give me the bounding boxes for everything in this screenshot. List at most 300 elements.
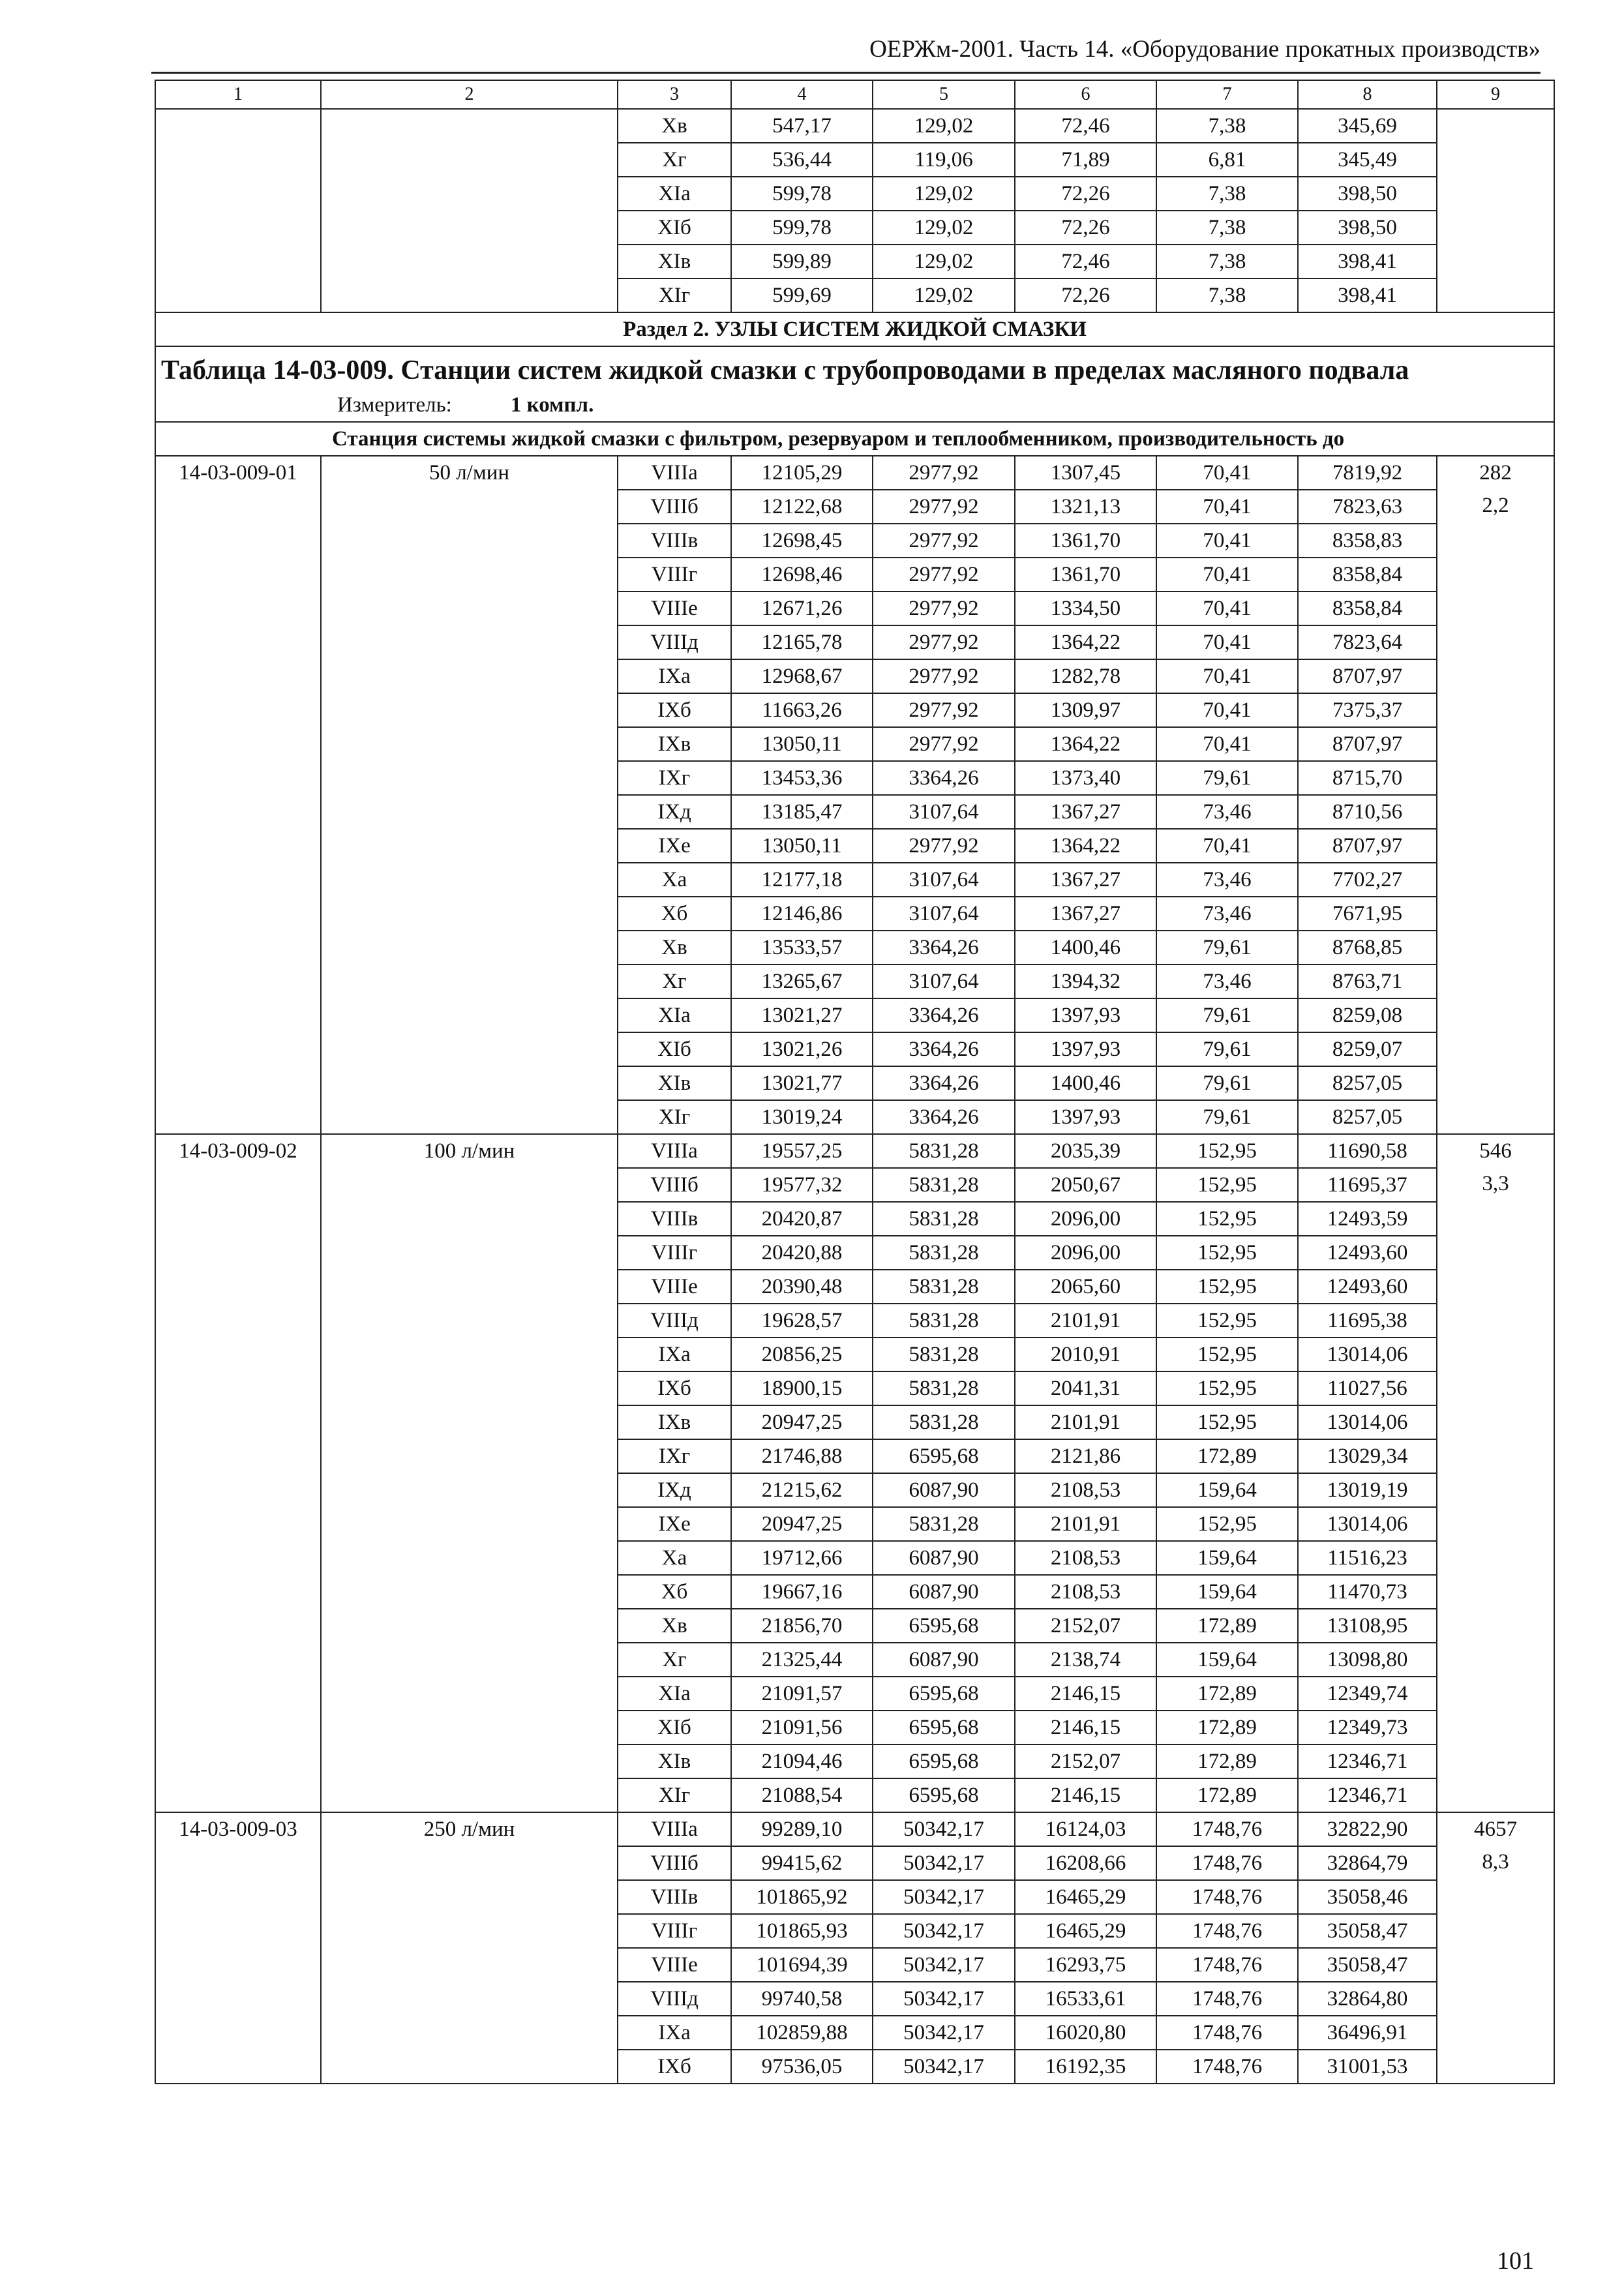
variant-cell: VIIIа (618, 456, 731, 490)
machines-cell: 1373,40 (1015, 761, 1156, 795)
total-cost-cell: 599,69 (731, 278, 873, 312)
machinist-wages-cell: 152,95 (1156, 1405, 1298, 1439)
materials-cell: 12493,60 (1298, 1270, 1437, 1304)
variant-cell: IXв (618, 727, 731, 761)
variant-cell: XIв (618, 1066, 731, 1100)
machinist-wages-cell: 70,41 (1156, 625, 1298, 659)
total-cost-cell: 21215,62 (731, 1473, 873, 1507)
machinist-wages-cell: 79,61 (1156, 931, 1298, 965)
variant-cell: Xб (618, 1575, 731, 1609)
wages-cell: 2977,92 (873, 693, 1015, 727)
variant-cell: VIIIг (618, 1236, 731, 1270)
machines-cell: 16533,61 (1015, 1982, 1156, 2016)
labor-value: 4657 (1474, 1818, 1517, 1841)
variant-cell: Xг (618, 143, 731, 177)
total-cost-cell: 19577,32 (731, 1168, 873, 1202)
table-row (155, 1134, 1554, 1168)
wages-cell: 3364,26 (873, 1032, 1015, 1066)
materials-cell: 35058,47 (1298, 1914, 1437, 1948)
materials-cell: 11470,73 (1298, 1575, 1437, 1609)
materials-cell: 32864,79 (1298, 1846, 1437, 1880)
materials-cell: 12349,74 (1298, 1677, 1437, 1711)
materials-cell: 8710,56 (1298, 795, 1437, 829)
machines-cell: 2108,53 (1015, 1575, 1156, 1609)
total-cost-cell: 21094,46 (731, 1744, 873, 1778)
wages-cell: 2977,92 (873, 524, 1015, 558)
machinist-wages-cell: 152,95 (1156, 1134, 1298, 1168)
section-row (155, 312, 1554, 346)
materials-cell: 13098,80 (1298, 1643, 1437, 1677)
materials-cell: 8707,97 (1298, 829, 1437, 863)
wages-cell: 5831,28 (873, 1202, 1015, 1236)
wages-cell: 3107,64 (873, 897, 1015, 931)
machines-cell: 2121,86 (1015, 1439, 1156, 1473)
machines-cell: 1282,78 (1015, 659, 1156, 693)
materials-cell: 11516,23 (1298, 1541, 1437, 1575)
machinist-wages-cell: 152,95 (1156, 1304, 1298, 1338)
variant-cell: VIIIб (618, 1846, 731, 1880)
materials-cell: 8257,05 (1298, 1100, 1437, 1134)
wages-cell: 2977,92 (873, 659, 1015, 693)
item-code: 14-03-009-03 (155, 1812, 321, 2084)
machinist-wages-cell: 152,95 (1156, 1236, 1298, 1270)
labor-value: 282 (1479, 461, 1512, 485)
wages-cell: 50342,17 (873, 2050, 1015, 2084)
total-cost-cell: 547,17 (731, 109, 873, 143)
total-cost-cell: 21856,70 (731, 1609, 873, 1643)
variant-cell: VIIIд (618, 1982, 731, 2016)
variant-cell: XIв (618, 1744, 731, 1778)
materials-cell: 398,41 (1298, 278, 1437, 312)
table-row (155, 1812, 1554, 1846)
materials-cell: 8257,05 (1298, 1066, 1437, 1100)
wages-cell: 2977,92 (873, 829, 1015, 863)
machines-cell: 2108,53 (1015, 1473, 1156, 1507)
materials-cell: 7823,64 (1298, 625, 1437, 659)
machines-cell: 2138,74 (1015, 1643, 1156, 1677)
machinist-wages-cell: 152,95 (1156, 1371, 1298, 1405)
machinist-labor-value: 3,3 (1482, 1172, 1509, 1195)
materials-cell: 13014,06 (1298, 1507, 1437, 1541)
machines-cell: 16192,35 (1015, 2050, 1156, 2084)
machinist-wages-cell: 1748,76 (1156, 1846, 1298, 1880)
machines-cell: 2152,07 (1015, 1744, 1156, 1778)
wages-cell: 6087,90 (873, 1643, 1015, 1677)
variant-cell: XIг (618, 1100, 731, 1134)
variant-cell: VIIIв (618, 524, 731, 558)
wages-cell: 2977,92 (873, 456, 1015, 490)
machines-cell: 1394,32 (1015, 965, 1156, 998)
wages-cell: 3364,26 (873, 998, 1015, 1032)
materials-cell: 32864,80 (1298, 1982, 1437, 2016)
materials-cell: 11027,56 (1298, 1371, 1437, 1405)
header-rule (151, 72, 1541, 74)
machinist-wages-cell: 70,41 (1156, 829, 1298, 863)
machines-cell: 72,26 (1015, 211, 1156, 245)
materials-cell: 8715,70 (1298, 761, 1437, 795)
estimate-table (155, 80, 1555, 2084)
machinist-wages-cell: 159,64 (1156, 1575, 1298, 1609)
total-cost-cell: 19667,16 (731, 1575, 873, 1609)
variant-cell: VIIIе (618, 1270, 731, 1304)
machines-cell: 71,89 (1015, 143, 1156, 177)
materials-cell: 36496,91 (1298, 2016, 1437, 2050)
resource-cell (1437, 1812, 1554, 2084)
item-code: 14-03-009-01 (155, 456, 321, 1134)
total-cost-cell: 20947,25 (731, 1405, 873, 1439)
resource-cell (1437, 456, 1554, 1134)
machines-cell: 1307,45 (1015, 456, 1156, 490)
wages-cell: 2977,92 (873, 558, 1015, 591)
machinist-wages-cell: 172,89 (1156, 1711, 1298, 1744)
machines-cell: 1400,46 (1015, 1066, 1156, 1100)
wages-cell: 50342,17 (873, 1914, 1015, 1948)
materials-cell: 8259,08 (1298, 998, 1437, 1032)
variant-cell: VIIIв (618, 1880, 731, 1914)
variant-cell: IXг (618, 761, 731, 795)
machines-cell: 1364,22 (1015, 625, 1156, 659)
machinist-wages-cell: 70,41 (1156, 524, 1298, 558)
total-cost-cell: 12698,45 (731, 524, 873, 558)
machines-cell: 1397,93 (1015, 1032, 1156, 1066)
machines-cell: 1364,22 (1015, 727, 1156, 761)
labor-value: 546 (1479, 1139, 1512, 1163)
machines-cell: 2096,00 (1015, 1236, 1156, 1270)
machinist-wages-cell: 172,89 (1156, 1439, 1298, 1473)
table-title-cell (155, 346, 1554, 422)
column-number: 2 (321, 80, 618, 109)
total-cost-cell: 13453,36 (731, 761, 873, 795)
variant-cell: Xб (618, 897, 731, 931)
machinist-wages-cell: 79,61 (1156, 761, 1298, 795)
column-number: 1 (155, 80, 321, 109)
materials-cell: 13029,34 (1298, 1439, 1437, 1473)
materials-cell: 8707,97 (1298, 727, 1437, 761)
page-number: 101 (1497, 2247, 1534, 2275)
total-cost-cell: 13050,11 (731, 829, 873, 863)
wages-cell: 2977,92 (873, 727, 1015, 761)
machinist-wages-cell: 7,38 (1156, 211, 1298, 245)
wages-cell: 5831,28 (873, 1405, 1015, 1439)
machinist-wages-cell: 159,64 (1156, 1541, 1298, 1575)
machinist-wages-cell: 172,89 (1156, 1744, 1298, 1778)
total-cost-cell: 599,78 (731, 211, 873, 245)
total-cost-cell: 12698,46 (731, 558, 873, 591)
variant-cell: XIг (618, 278, 731, 312)
total-cost-cell: 101694,39 (731, 1948, 873, 1982)
variant-cell: Xв (618, 109, 731, 143)
machines-cell: 2050,67 (1015, 1168, 1156, 1202)
total-cost-cell: 13185,47 (731, 795, 873, 829)
column-number: 7 (1156, 80, 1298, 109)
total-cost-cell: 12165,78 (731, 625, 873, 659)
machinist-wages-cell: 159,64 (1156, 1473, 1298, 1507)
machinist-wages-cell: 70,41 (1156, 591, 1298, 625)
machines-cell: 1367,27 (1015, 863, 1156, 897)
machinist-wages-cell: 70,41 (1156, 727, 1298, 761)
total-cost-cell: 12105,29 (731, 456, 873, 490)
variant-cell: IXа (618, 1338, 731, 1371)
variant-cell: XIв (618, 245, 731, 278)
measure-line (161, 389, 1548, 421)
wages-cell: 50342,17 (873, 1880, 1015, 1914)
machines-cell: 72,26 (1015, 278, 1156, 312)
machines-cell: 2041,31 (1015, 1371, 1156, 1405)
wages-cell: 129,02 (873, 109, 1015, 143)
total-cost-cell: 12671,26 (731, 591, 873, 625)
wages-cell: 6595,68 (873, 1711, 1015, 1744)
materials-cell: 7375,37 (1298, 693, 1437, 727)
materials-cell: 345,49 (1298, 143, 1437, 177)
machinist-wages-cell: 70,41 (1156, 659, 1298, 693)
machinist-wages-cell: 79,61 (1156, 1066, 1298, 1100)
machinist-wages-cell: 73,46 (1156, 897, 1298, 931)
total-cost-cell: 13265,67 (731, 965, 873, 998)
wages-cell: 129,02 (873, 211, 1015, 245)
wages-cell: 6595,68 (873, 1744, 1015, 1778)
variant-cell: VIIIа (618, 1134, 731, 1168)
wages-cell: 5831,28 (873, 1236, 1015, 1270)
machinist-wages-cell: 79,61 (1156, 998, 1298, 1032)
variant-cell: IXд (618, 1473, 731, 1507)
materials-cell: 32822,90 (1298, 1812, 1437, 1846)
variant-cell: VIIIв (618, 1202, 731, 1236)
variant-cell: Xа (618, 1541, 731, 1575)
machines-cell: 1361,70 (1015, 558, 1156, 591)
machinist-wages-cell: 152,95 (1156, 1338, 1298, 1371)
materials-cell: 12493,60 (1298, 1236, 1437, 1270)
machinist-wages-cell: 79,61 (1156, 1100, 1298, 1134)
total-cost-cell: 12122,68 (731, 490, 873, 524)
machinist-wages-cell: 152,95 (1156, 1507, 1298, 1541)
total-cost-cell: 102859,88 (731, 2016, 873, 2050)
variant-cell: VIIIд (618, 625, 731, 659)
wages-cell: 50342,17 (873, 1948, 1015, 1982)
column-number: 3 (618, 80, 731, 109)
total-cost-cell: 21746,88 (731, 1439, 873, 1473)
total-cost-cell: 19712,66 (731, 1541, 873, 1575)
variant-cell: Xв (618, 1609, 731, 1643)
variant-cell: IXб (618, 1371, 731, 1405)
wages-cell: 3364,26 (873, 1100, 1015, 1134)
machinist-wages-cell: 73,46 (1156, 795, 1298, 829)
wages-cell: 6595,68 (873, 1778, 1015, 1812)
machinist-wages-cell: 7,38 (1156, 177, 1298, 211)
machines-cell: 2035,39 (1015, 1134, 1156, 1168)
materials-cell: 8358,84 (1298, 591, 1437, 625)
column-number: 5 (873, 80, 1015, 109)
machinist-wages-cell: 7,38 (1156, 109, 1298, 143)
name-cell (321, 109, 618, 312)
wages-cell: 5831,28 (873, 1168, 1015, 1202)
variant-cell: IXе (618, 1507, 731, 1541)
variant-cell: VIIIг (618, 558, 731, 591)
materials-cell: 11690,58 (1298, 1134, 1437, 1168)
variant-cell: Xв (618, 931, 731, 965)
wages-cell: 50342,17 (873, 1982, 1015, 2016)
wages-cell: 5831,28 (873, 1134, 1015, 1168)
machines-cell: 2152,07 (1015, 1609, 1156, 1643)
total-cost-cell: 13021,26 (731, 1032, 873, 1066)
machines-cell: 2065,60 (1015, 1270, 1156, 1304)
machinist-wages-cell: 1748,76 (1156, 1914, 1298, 1948)
variant-cell: XIа (618, 1677, 731, 1711)
machinist-wages-cell: 70,41 (1156, 456, 1298, 490)
wages-cell: 3364,26 (873, 1066, 1015, 1100)
machinist-wages-cell: 70,41 (1156, 558, 1298, 591)
wages-cell: 129,02 (873, 278, 1015, 312)
machines-cell: 2146,15 (1015, 1778, 1156, 1812)
machinist-wages-cell: 1748,76 (1156, 1812, 1298, 1846)
materials-cell: 11695,37 (1298, 1168, 1437, 1202)
variant-cell: VIIIг (618, 1914, 731, 1948)
machines-cell: 2096,00 (1015, 1202, 1156, 1236)
machinist-wages-cell: 7,38 (1156, 245, 1298, 278)
variant-cell: XIа (618, 998, 731, 1032)
wages-cell: 5831,28 (873, 1507, 1015, 1541)
total-cost-cell: 20947,25 (731, 1507, 873, 1541)
variant-cell: IXб (618, 2050, 731, 2084)
machines-cell: 2146,15 (1015, 1677, 1156, 1711)
total-cost-cell: 536,44 (731, 143, 873, 177)
machinist-labor-value: 2,2 (1482, 494, 1509, 517)
materials-cell: 398,50 (1298, 177, 1437, 211)
group-heading-row (155, 422, 1554, 456)
variant-cell: IXг (618, 1439, 731, 1473)
machines-cell: 1361,70 (1015, 524, 1156, 558)
column-number: 9 (1437, 80, 1554, 109)
wages-cell: 6595,68 (873, 1439, 1015, 1473)
table-row (155, 109, 1554, 143)
machinist-wages-cell: 73,46 (1156, 965, 1298, 998)
machines-cell: 2010,91 (1015, 1338, 1156, 1371)
total-cost-cell: 99740,58 (731, 1982, 873, 2016)
materials-cell: 35058,46 (1298, 1880, 1437, 1914)
measure-unit: 1 компл. (510, 393, 594, 417)
total-cost-cell: 99415,62 (731, 1846, 873, 1880)
machines-cell: 16465,29 (1015, 1880, 1156, 1914)
variant-cell: IXв (618, 1405, 731, 1439)
total-cost-cell: 21088,54 (731, 1778, 873, 1812)
machinist-wages-cell: 172,89 (1156, 1609, 1298, 1643)
variant-cell: VIIIб (618, 490, 731, 524)
wages-cell: 3107,64 (873, 795, 1015, 829)
wages-cell: 3364,26 (873, 931, 1015, 965)
variant-cell: VIIIб (618, 1168, 731, 1202)
materials-cell: 13108,95 (1298, 1609, 1437, 1643)
machinist-wages-cell: 1748,76 (1156, 1982, 1298, 2016)
variant-cell: IXа (618, 2016, 731, 2050)
table-row (155, 456, 1554, 490)
total-cost-cell: 13533,57 (731, 931, 873, 965)
total-cost-cell: 13021,77 (731, 1066, 873, 1100)
total-cost-cell: 12968,67 (731, 659, 873, 693)
total-cost-cell: 599,78 (731, 177, 873, 211)
machines-cell: 72,46 (1015, 109, 1156, 143)
machinist-wages-cell: 73,46 (1156, 863, 1298, 897)
total-cost-cell: 13019,24 (731, 1100, 873, 1134)
materials-cell: 7702,27 (1298, 863, 1437, 897)
machines-cell: 1397,93 (1015, 1100, 1156, 1134)
wages-cell: 119,06 (873, 143, 1015, 177)
column-number-row (155, 80, 1554, 109)
materials-cell: 13019,19 (1298, 1473, 1437, 1507)
wages-cell: 6087,90 (873, 1541, 1015, 1575)
resource-cell (1437, 1134, 1554, 1812)
total-cost-cell: 20390,48 (731, 1270, 873, 1304)
machines-cell: 72,46 (1015, 245, 1156, 278)
materials-cell: 8768,85 (1298, 931, 1437, 965)
materials-cell: 11695,38 (1298, 1304, 1437, 1338)
materials-cell: 31001,53 (1298, 2050, 1437, 2084)
machines-cell: 16124,03 (1015, 1812, 1156, 1846)
total-cost-cell: 21325,44 (731, 1643, 873, 1677)
total-cost-cell: 12177,18 (731, 863, 873, 897)
machinist-wages-cell: 159,64 (1156, 1643, 1298, 1677)
variant-cell: VIIIе (618, 1948, 731, 1982)
machines-cell: 1367,27 (1015, 897, 1156, 931)
section-title: Раздел 2. УЗЛЫ СИСТЕМ ЖИДКОЙ СМАЗКИ (155, 312, 1554, 346)
wages-cell: 6087,90 (873, 1575, 1015, 1609)
variant-cell: Xг (618, 965, 731, 998)
wages-cell: 50342,17 (873, 1846, 1015, 1880)
machinist-wages-cell: 152,95 (1156, 1202, 1298, 1236)
variant-cell: XIа (618, 177, 731, 211)
machinist-wages-cell: 1748,76 (1156, 1880, 1298, 1914)
materials-cell: 8259,07 (1298, 1032, 1437, 1066)
total-cost-cell: 21091,57 (731, 1677, 873, 1711)
materials-cell: 12346,71 (1298, 1778, 1437, 1812)
machines-cell: 16293,75 (1015, 1948, 1156, 1982)
machines-cell: 2146,15 (1015, 1711, 1156, 1744)
materials-cell: 7819,92 (1298, 456, 1437, 490)
materials-cell: 8707,97 (1298, 659, 1437, 693)
column-number: 4 (731, 80, 873, 109)
total-cost-cell: 101865,93 (731, 1914, 873, 1948)
wages-cell: 6595,68 (873, 1609, 1015, 1643)
total-cost-cell: 97536,05 (731, 2050, 873, 2084)
machinist-wages-cell: 6,81 (1156, 143, 1298, 177)
variant-cell: XIг (618, 1778, 731, 1812)
resource-cell (1437, 109, 1554, 312)
total-cost-cell: 99289,10 (731, 1812, 873, 1846)
machinist-wages-cell: 1748,76 (1156, 2050, 1298, 2084)
machinist-wages-cell: 172,89 (1156, 1677, 1298, 1711)
machines-cell: 1321,13 (1015, 490, 1156, 524)
machinist-wages-cell: 7,38 (1156, 278, 1298, 312)
total-cost-cell: 19557,25 (731, 1134, 873, 1168)
running-title: ОЕРЖм-2001. Часть 14. «Оборудование прокатных производств» (869, 36, 1541, 63)
variant-cell: VIIIе (618, 591, 731, 625)
machines-cell: 72,26 (1015, 177, 1156, 211)
variant-cell: XIб (618, 1032, 731, 1066)
machinist-wages-cell: 1748,76 (1156, 2016, 1298, 2050)
wages-cell: 5831,28 (873, 1270, 1015, 1304)
materials-cell: 398,50 (1298, 211, 1437, 245)
variant-cell: Xа (618, 863, 731, 897)
total-cost-cell: 20420,87 (731, 1202, 873, 1236)
variant-cell: VIIIд (618, 1304, 731, 1338)
column-number: 6 (1015, 80, 1156, 109)
machines-cell: 1367,27 (1015, 795, 1156, 829)
machines-cell: 2101,91 (1015, 1507, 1156, 1541)
machinist-wages-cell: 70,41 (1156, 490, 1298, 524)
machines-cell: 1334,50 (1015, 591, 1156, 625)
total-cost-cell: 19628,57 (731, 1304, 873, 1338)
variant-cell: VIIIа (618, 1812, 731, 1846)
materials-cell: 13014,06 (1298, 1405, 1437, 1439)
wages-cell: 50342,17 (873, 1812, 1015, 1846)
